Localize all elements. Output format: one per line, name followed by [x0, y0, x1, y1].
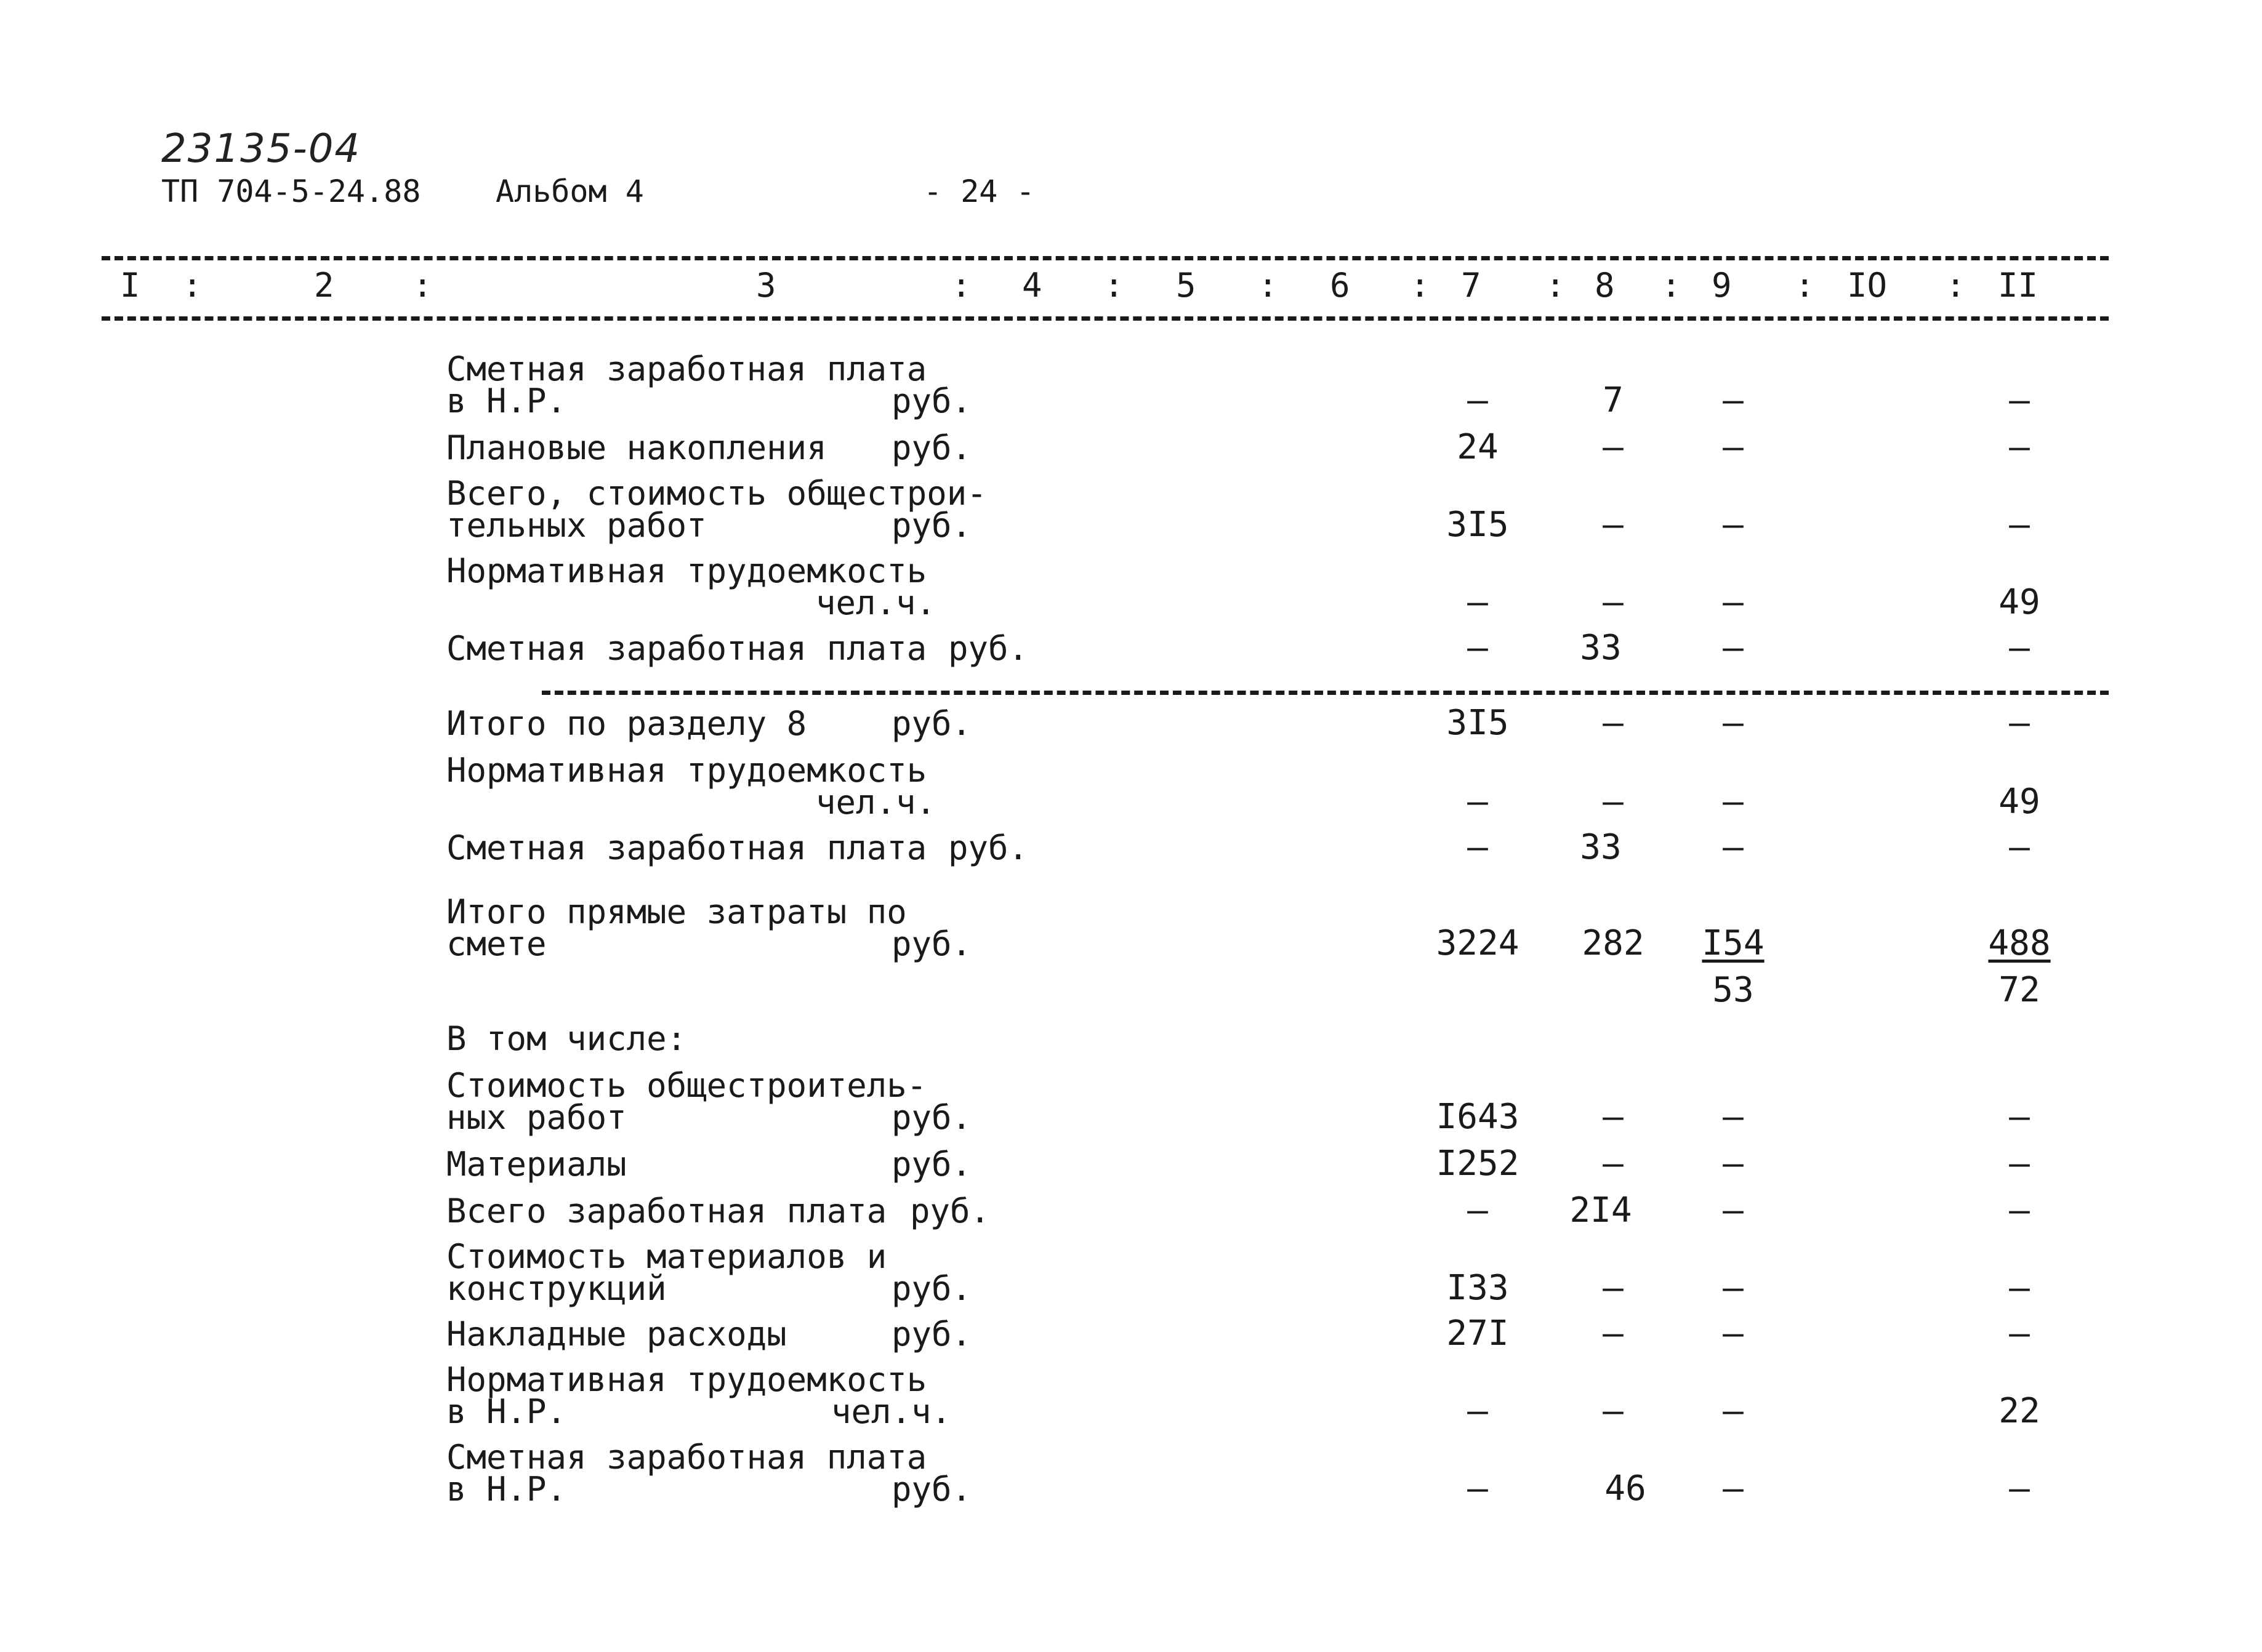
cell-col9: – — [1723, 782, 1744, 822]
header-rule-bottom — [102, 316, 2109, 321]
row-label-line: Сметная заработная плата — [446, 350, 927, 388]
column-separator: : — [182, 266, 203, 305]
cell-col7: 24 — [1457, 427, 1499, 467]
row-unit: руб. — [892, 704, 972, 743]
cell-col11: – — [2009, 1313, 2030, 1353]
cell-col8: 7 — [1603, 380, 1624, 420]
row-label-line: Сметная заработная плата — [446, 629, 927, 668]
cell-col9: – — [1723, 582, 1744, 622]
row-label-line: Нормативная трудоемкость — [446, 1360, 927, 1399]
row-label-line: Сметная заработная плата — [446, 828, 927, 867]
cell-col9: – — [1723, 703, 1744, 743]
cell-col8: – — [1603, 505, 1624, 545]
row-label-line: Плановые накопления — [446, 428, 827, 467]
cell-col9: – — [1723, 380, 1744, 420]
cell-col7: – — [1467, 628, 1488, 668]
cell-col11: – — [2009, 380, 2030, 420]
section-divider — [542, 691, 2109, 695]
cell-col8: – — [1603, 1391, 1624, 1431]
row-label-line: тельных работ — [446, 506, 707, 545]
cell-col8: – — [1603, 1097, 1624, 1137]
cell-col7: 3I5 — [1446, 703, 1509, 743]
cell-col11: – — [2009, 1268, 2030, 1308]
cell-col9: – — [1723, 505, 1744, 545]
column-separator: : — [1258, 266, 1278, 305]
row-unit: руб. — [892, 924, 972, 963]
row-label-line: Накладные расходы — [446, 1315, 787, 1353]
row-unit: руб. — [892, 1470, 972, 1509]
row-unit: чел.ч. — [816, 783, 936, 822]
column-number: 5 — [1176, 266, 1196, 305]
cell-col11: 488 — [1988, 923, 2051, 963]
column-number: 8 — [1595, 266, 1615, 305]
row-label-line: в Н.Р. — [446, 1470, 567, 1509]
row-label-line: в Н.Р. — [446, 382, 567, 420]
row-label-line: смете — [446, 924, 547, 963]
cell-col8: – — [1603, 582, 1624, 622]
cell-col8: – — [1603, 427, 1624, 467]
cell-col7: – — [1467, 1469, 1488, 1509]
row-label-line: конструкций — [446, 1269, 667, 1308]
row-unit: чел.ч. — [816, 583, 936, 622]
column-number: IO — [1847, 266, 1888, 305]
column-separator: : — [413, 266, 433, 305]
row-label-line: Итого по разделу 8 — [446, 704, 807, 743]
row-label-line: Стоимость материалов и — [446, 1237, 887, 1276]
cell-col9: – — [1723, 1097, 1744, 1137]
cell-col7: 27I — [1446, 1313, 1509, 1353]
cell-col9: – — [1723, 427, 1744, 467]
cell-col9: – — [1723, 1144, 1744, 1184]
cell-col8: 282 — [1582, 923, 1644, 963]
row-unit: руб. — [948, 828, 1029, 867]
cell-col8: – — [1603, 703, 1624, 743]
cell-col9: I54 — [1702, 923, 1765, 963]
cell-col7: I643 — [1436, 1097, 1519, 1137]
row-unit: руб. — [910, 1192, 991, 1230]
cell-col11: – — [2009, 1144, 2030, 1184]
cell-col8: – — [1603, 1268, 1624, 1308]
cell-col11: – — [2009, 1469, 2030, 1509]
row-unit: руб. — [892, 1145, 972, 1184]
row-unit: руб. — [892, 382, 972, 420]
column-separator: : — [1410, 266, 1430, 305]
column-separator: : — [951, 266, 972, 305]
header-rule-top — [102, 256, 2109, 260]
row-unit: чел.ч. — [831, 1392, 952, 1431]
cell-col9: – — [1723, 1391, 1744, 1431]
cell-col7: I33 — [1446, 1268, 1509, 1308]
row-label-line: Всего заработная плата — [446, 1192, 887, 1230]
cell-col11: – — [2009, 505, 2030, 545]
cell-col9: – — [1723, 1313, 1744, 1353]
cell-col8: – — [1603, 1144, 1624, 1184]
cell-col9: – — [1723, 1190, 1744, 1230]
column-separator: : — [1946, 266, 1966, 305]
row-label-line: Итого прямые затраты по — [446, 892, 907, 931]
row-unit: руб. — [892, 428, 972, 467]
row-label-line: Нормативная трудоемкость — [446, 551, 927, 590]
cell-col11: – — [2009, 703, 2030, 743]
row-label-line: в Н.Р. — [446, 1392, 567, 1431]
column-number: 9 — [1712, 266, 1732, 305]
row-unit: руб. — [892, 506, 972, 545]
cell-col11-below: 72 — [1998, 970, 2040, 1010]
row-label-line: Всего, стоимость общестрои- — [446, 474, 987, 513]
row-unit: руб. — [892, 1269, 972, 1308]
cell-col7: 3I5 — [1446, 505, 1509, 545]
column-separator: : — [1545, 266, 1566, 305]
cell-col9: – — [1723, 1469, 1744, 1509]
row-unit: руб. — [892, 1098, 972, 1137]
cell-col9: – — [1723, 628, 1744, 668]
cell-col9: – — [1723, 827, 1744, 867]
column-number: 2 — [314, 266, 334, 305]
cell-col11: 49 — [1998, 782, 2040, 822]
row-unit: руб. — [892, 1315, 972, 1353]
cell-col11: 49 — [1998, 582, 2040, 622]
cell-col11: – — [2009, 827, 2030, 867]
row-label-line: Сметная заработная плата — [446, 1438, 927, 1477]
column-separator: : — [1795, 266, 1815, 305]
column-number: 7 — [1461, 266, 1481, 305]
cell-col8: 46 — [1604, 1469, 1646, 1509]
cell-col7: – — [1467, 782, 1488, 822]
cell-col7: – — [1467, 380, 1488, 420]
cell-col11: – — [2009, 1097, 2030, 1137]
cell-col7: – — [1467, 582, 1488, 622]
cell-col9-below: 53 — [1712, 970, 1754, 1010]
cell-col8: – — [1603, 1313, 1624, 1353]
cell-col11: – — [2009, 1190, 2030, 1230]
page-number: - 24 - — [924, 174, 1035, 209]
column-number: 4 — [1022, 266, 1042, 305]
column-separator: : — [1661, 266, 1681, 305]
cell-col8: 33 — [1580, 827, 1622, 867]
handwritten-code: 23135-04 — [161, 126, 361, 172]
column-number: II — [1998, 266, 2039, 305]
cell-col11: 22 — [1998, 1391, 2040, 1431]
cell-col11: – — [2009, 427, 2030, 467]
column-number: I — [120, 266, 140, 305]
cell-col7: – — [1467, 1391, 1488, 1431]
row-label-line: В том числе: — [446, 1019, 687, 1058]
cell-col8: – — [1603, 782, 1624, 822]
column-number: 3 — [756, 266, 776, 305]
document-code: ТП 704-5-24.88 — [161, 174, 421, 209]
column-separator: : — [1104, 266, 1124, 305]
row-unit: руб. — [948, 629, 1029, 668]
cell-col8: 2I4 — [1569, 1190, 1632, 1230]
row-label-line: Материалы — [446, 1145, 627, 1184]
cell-col11: – — [2009, 628, 2030, 668]
cell-col7: I252 — [1436, 1144, 1519, 1184]
cell-col7: – — [1467, 827, 1488, 867]
column-number: 6 — [1330, 266, 1350, 305]
cell-col8: 33 — [1580, 628, 1622, 668]
album-label: Альбом 4 — [496, 174, 644, 209]
row-label-line: ных работ — [446, 1098, 627, 1137]
row-label-line: Стоимость общестроитель- — [446, 1066, 927, 1105]
cell-col9: – — [1723, 1268, 1744, 1308]
row-label-line: Нормативная трудоемкость — [446, 751, 927, 790]
cell-col7: 3224 — [1436, 923, 1519, 963]
cell-col7: – — [1467, 1190, 1488, 1230]
